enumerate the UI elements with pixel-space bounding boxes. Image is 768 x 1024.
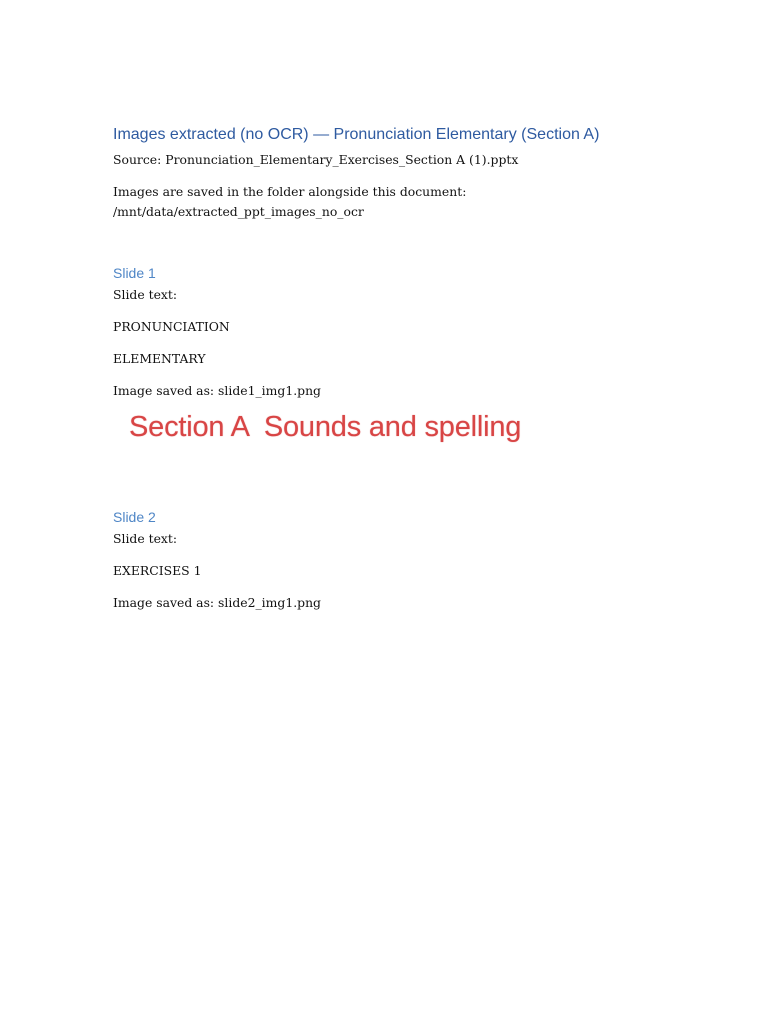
slide-1-heading: Slide 1	[113, 265, 156, 281]
slide-1-image-banner-text: Section A Sounds and spelling	[129, 411, 522, 443]
folder-path: /mnt/data/extracted_ppt_images_no_ocr	[113, 204, 364, 219]
slide-1-image-saved: Image saved as: slide1_img1.png	[113, 383, 321, 398]
source-line: Source: Pronunciation_Elementary_Exercises_Section A (1).pptx	[113, 152, 519, 167]
slide-1-text-label: Slide text:	[113, 287, 178, 302]
slide-2-text-line: EXERCISES 1	[113, 563, 202, 578]
folder-note-text: Images are saved in the folder alongside this document:	[113, 184, 467, 199]
slide-2-image-saved: Image saved as: slide2_img1.png	[113, 595, 321, 610]
slide-1-text-line: PRONUNCIATION	[113, 319, 230, 334]
slide-1-image	[113, 407, 573, 457]
slide-2-heading: Slide 2	[113, 509, 156, 525]
slide-1-text-line: ELEMENTARY	[113, 351, 206, 366]
document-body	[113, 124, 713, 625]
folder-note	[113, 182, 713, 222]
slide-2-text-label: Slide text:	[113, 531, 178, 546]
document-title: Images extracted (no OCR) — Pronunciation Elementary (Section A)	[113, 126, 600, 143]
